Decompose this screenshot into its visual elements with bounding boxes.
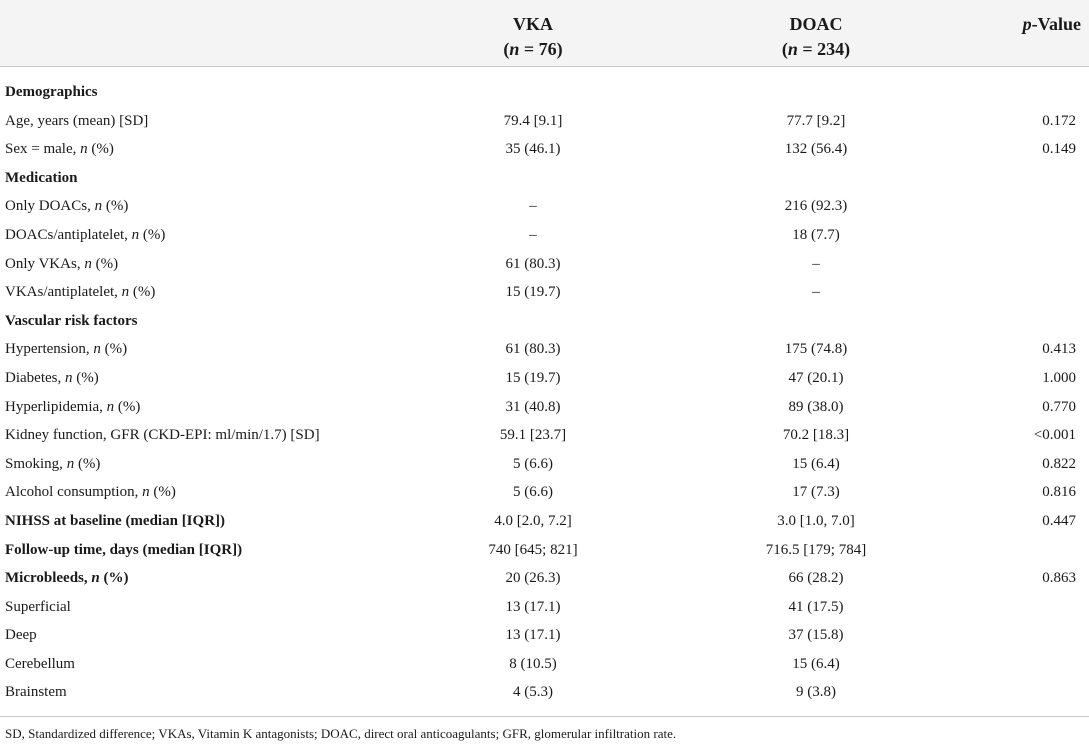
column-header-vka [453,12,613,62]
row-label: VKAs/antiplatelet, n (%) [5,284,156,301]
doac-value: – [812,284,820,301]
vka-value: 5 (6.6) [513,455,553,472]
doac-value: 77.7 [9.2] [786,112,846,129]
doac-value: 89 (38.0) [788,398,844,415]
table-row [0,595,1089,624]
doac-value: 18 (7.7) [792,226,840,243]
p-value: 0.822 [1042,455,1076,472]
vka-value: 59.1 [23.7] [499,427,567,444]
table-row [0,423,1089,452]
row-label: Brainstem [5,684,67,701]
p-value: 0.172 [1042,112,1076,129]
doac-value: 9 (3.8) [796,684,836,701]
vka-value: 31 (40.8) [505,398,561,415]
doac-value: 70.2 [18.3] [782,427,850,444]
vka-value: 4 (5.3) [513,684,553,701]
vka-value: 61 (80.3) [505,341,561,358]
table-row [0,109,1089,138]
doac-value: 37 (15.8) [788,627,844,644]
table-row [0,194,1089,223]
table-row [0,337,1089,366]
footer-divider [0,716,1089,717]
row-label: Superficial [5,598,71,615]
vka-value: 5 (6.6) [513,484,553,501]
p-value: 0.413 [1042,341,1076,358]
doac-value: 15 (6.4) [792,655,840,672]
doac-value: 41 (17.5) [788,598,844,615]
vka-value: 740 [645; 821] [488,541,578,558]
vka-value: 15 (19.7) [505,369,561,386]
table-body [0,80,1089,709]
column-sample-size: (n = 76) [503,39,563,59]
p-value: <0.001 [1033,427,1076,444]
table-row [0,509,1089,538]
doac-value: 47 (20.1) [788,369,844,386]
vka-value: 79.4 [9.1] [503,112,563,129]
doac-value: 716.5 [179; 784] [765,541,867,558]
table-row [0,480,1089,509]
vka-value: 13 (17.1) [505,598,561,615]
doac-value: 17 (7.3) [792,484,840,501]
row-label: Microbleeds, n (%) [5,570,129,587]
vka-value: 35 (46.1) [505,141,561,158]
table-row [0,395,1089,424]
row-label: Hyperlipidemia, n (%) [5,398,141,415]
row-label: Demographics [5,84,98,100]
table-row [0,280,1089,309]
row-label: Cerebellum [5,655,75,672]
vka-value: 13 (17.1) [505,627,561,644]
row-label: Sex = male, n (%) [5,141,114,158]
vka-value: – [529,198,537,215]
table-header [0,0,1089,66]
row-label: Alcohol consumption, n (%) [5,484,176,501]
row-label: Diabetes, n (%) [5,369,99,386]
row-label: Hypertension, n (%) [5,341,128,358]
row-label: DOACs/antiplatelet, n (%) [5,226,166,243]
vka-value: 8 (10.5) [509,655,557,672]
row-label: Smoking, n (%) [5,455,101,472]
vka-value: – [529,226,537,243]
table-row [0,252,1089,281]
column-sample-size: (n = 234) [781,39,851,59]
table-row [0,652,1089,681]
column-title: p-Value [1022,14,1081,34]
p-value: 0.770 [1042,398,1076,415]
doac-value: 15 (6.4) [792,455,840,472]
row-label: Medication [5,169,78,186]
p-value: 1.000 [1042,369,1076,386]
doac-value: 175 (74.8) [784,341,848,358]
column-title: DOAC [789,14,843,34]
doac-value: 132 (56.4) [784,141,848,158]
column-header-doac [736,12,896,62]
vka-value: 15 (19.7) [505,284,561,301]
table-row [0,166,1089,195]
row-label: Kidney function, GFR (CKD-EPI: ml/min/1.7) [SD] [5,427,320,444]
header-divider [0,66,1089,67]
table-row [0,137,1089,166]
doac-value: 216 (92.3) [784,198,848,215]
row-label: Only VKAs, n (%) [5,255,119,272]
table-row [0,623,1089,652]
table-row [0,223,1089,252]
doac-value: 66 (28.2) [788,570,844,587]
table-row [0,80,1089,109]
table-row [0,566,1089,595]
vka-value: 20 (26.3) [505,570,561,587]
vka-value: 61 (80.3) [505,255,561,272]
vka-value: 4.0 [2.0, 7.2] [494,512,572,529]
p-value: 0.863 [1042,570,1076,587]
doac-value: 3.0 [1.0, 7.0] [777,512,855,529]
row-label: Vascular risk factors [5,312,138,329]
table-row [0,309,1089,338]
row-label: NIHSS at baseline (median [IQR]) [5,512,226,529]
row-label: Follow-up time, days (median [IQR]) [5,541,243,558]
table-row [0,538,1089,567]
p-value: 0.447 [1042,512,1076,529]
column-header-p-value [980,12,1089,37]
p-value: 0.816 [1042,484,1076,501]
row-label: Only DOACs, n (%) [5,198,129,215]
table-row [0,366,1089,395]
doac-value: – [812,255,820,272]
row-label: Deep [5,627,37,644]
table-row [0,680,1089,709]
column-title: VKA [513,14,553,34]
p-value: 0.149 [1042,141,1076,158]
row-label: Age, years (mean) [SD] [5,112,149,129]
table-footnote: SD, Standardized difference; VKAs, Vitamin K antagonists; DOAC, direct oral anticoagulants; GFR, glomerular infiltration rate. [5,726,677,741]
table-row [0,452,1089,481]
